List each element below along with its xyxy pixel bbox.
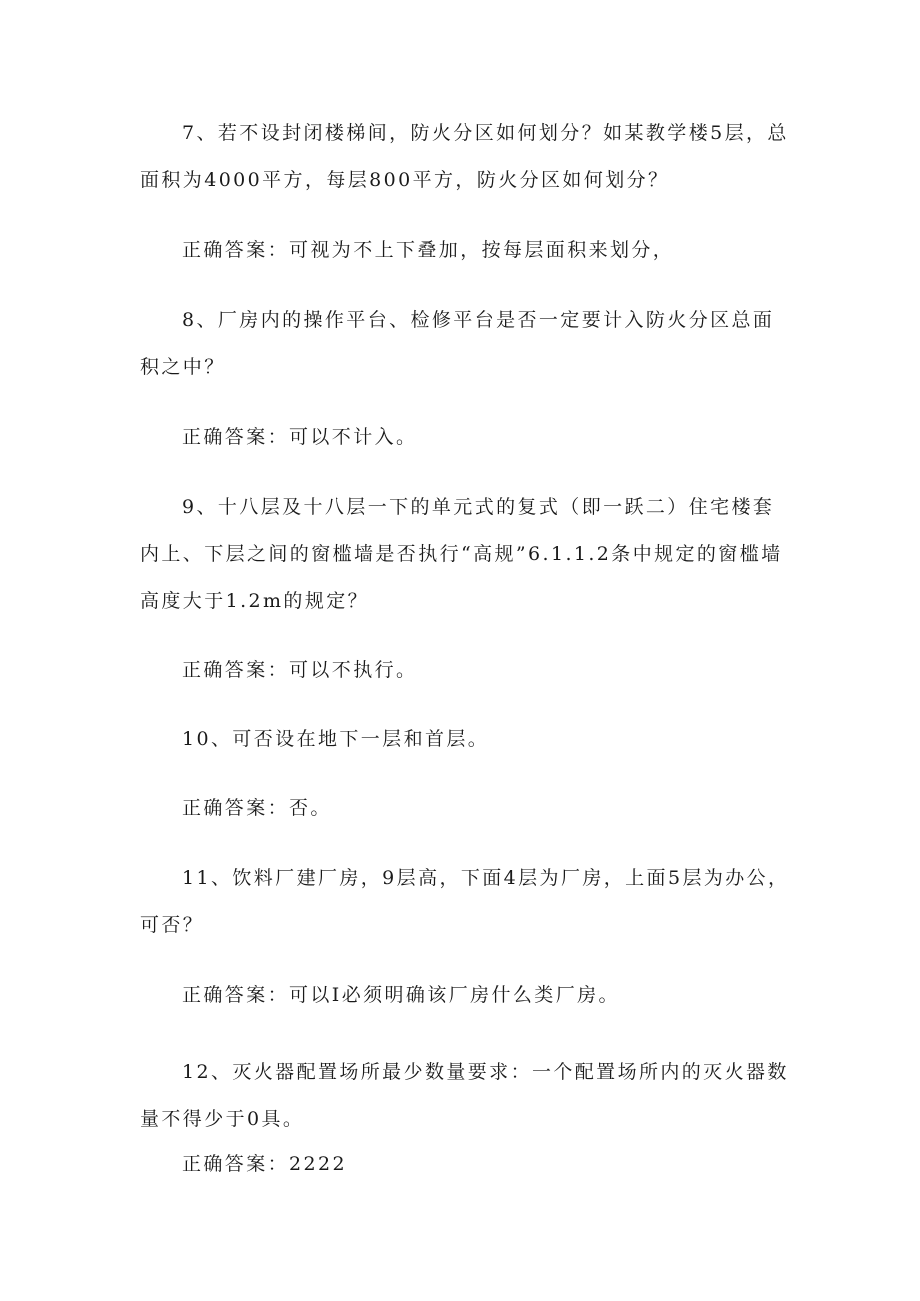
- answer-8: 正确答案：可以不计入。: [182, 426, 418, 448]
- question-10: 10、可否设在地下一层和首层。: [182, 728, 490, 750]
- answer-11: 正确答案：可以I必须明确该厂房什么类厂房。: [182, 984, 620, 1006]
- answer-7: 正确答案：可视为不上下叠加，按每层面积来划分，: [182, 239, 675, 261]
- question-7: 7、若不设封闭楼梯间，防火分区如何划分？如某教学楼5层，总面积为4000平方，每层800平方，防火分区如何划分？: [140, 122, 789, 191]
- question-12: 12、灭火器配置场所最少数量要求：一个配置场所内的灭火器数量不得少于0具。: [140, 1061, 789, 1130]
- question-11: 11、饮料厂建厂房，9层高，下面4层为厂房，上面5层为办公，可否？: [140, 867, 790, 936]
- answer-10: 正确答案：否。: [182, 797, 332, 819]
- question-9: 9、十八层及十八层一下的单元式的复式（即一跃二）住宅楼套内上、下层之间的窗槛墙是否执行“高规”6.1.1.2条中规定的窗槛墙高度大于1.2m的规定？: [140, 496, 783, 612]
- answer-12: 正确答案：2222: [182, 1153, 347, 1175]
- question-8: 8、厂房内的操作平台、检修平台是否一定要计入防火分区总面积之中？: [140, 309, 775, 378]
- answer-9: 正确答案：可以不执行。: [182, 659, 418, 681]
